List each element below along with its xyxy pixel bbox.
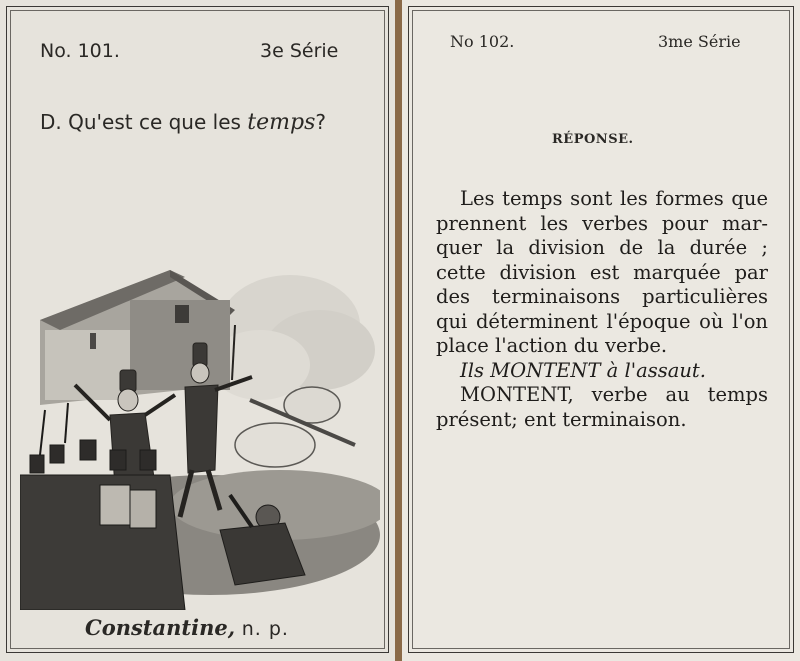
card-series: 3me Série [658, 32, 741, 51]
answer-line: quer la division de la durée ; [436, 236, 768, 259]
explanation-line: MONTENT, verbe au temps [460, 383, 768, 406]
card-number: No 102. [450, 32, 515, 51]
answer-heading: RÉPONSE. [552, 132, 634, 147]
question-text [40, 110, 326, 135]
question-mark: ? [315, 110, 327, 134]
card-number: No. 101. [40, 40, 120, 62]
caption-title: Constantine, [85, 615, 236, 640]
card-series: 3e Série [260, 40, 339, 62]
explanation-line: présent; ent terminaison. [436, 407, 687, 431]
answer-line: des terminaisons particulières [436, 285, 768, 308]
answer-line: qui déterminent l'époque où l'on [436, 309, 768, 333]
question-keyword: temps [247, 110, 316, 135]
question-prefix: D. Qu'est ce que les [40, 110, 241, 134]
answer-text [436, 187, 768, 432]
answer-line: place l'action du verbe. [436, 334, 668, 357]
answer-line: Les temps sont les formes que [460, 187, 768, 210]
example-sentence: Ils MONTENT à l'assaut. [460, 358, 706, 382]
answer-line: prennent les verbes pour mar- [436, 211, 768, 235]
illustration-caption [85, 615, 289, 640]
caption-suffix: n. p. [241, 618, 289, 640]
battle-illustration [20, 255, 380, 610]
answer-line: cette division est marquée par [436, 260, 768, 284]
